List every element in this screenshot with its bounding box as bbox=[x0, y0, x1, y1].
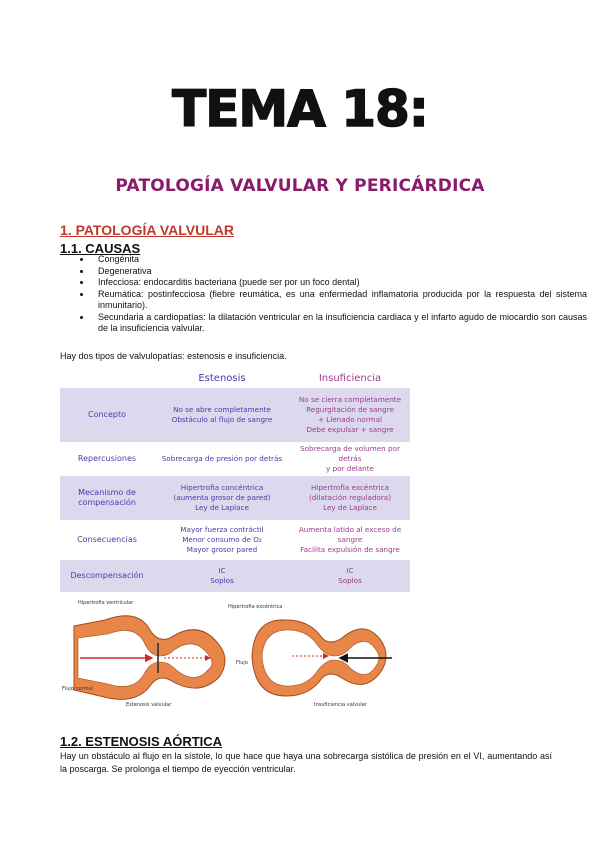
page-title: TEMA 18: bbox=[172, 80, 428, 138]
page-subtitle: PATOLOGÍA VALVULAR Y PERICÁRDICA bbox=[115, 176, 485, 196]
row-header: Mecanismo de compensación bbox=[60, 476, 154, 520]
cell-line: y por delante bbox=[326, 464, 374, 473]
cell-insuficiencia bbox=[290, 388, 410, 442]
cell-line: Hipertrofia concéntrica bbox=[180, 483, 264, 492]
valve-diagram bbox=[60, 598, 400, 710]
list-item: • Congénita bbox=[92, 254, 587, 266]
table-row bbox=[60, 442, 410, 476]
causes-list bbox=[60, 254, 587, 335]
table-corner bbox=[60, 368, 154, 388]
svg-text:Hipertrofia excéntrica: Hipertrofia excéntrica bbox=[228, 604, 283, 610]
cell-line: Ley de Laplace bbox=[323, 503, 377, 512]
table-row bbox=[60, 520, 410, 560]
cell-insuficiencia bbox=[290, 560, 410, 592]
cell-line: Sobrecarga de presión por detrás bbox=[161, 454, 283, 463]
insufficiency-diagram bbox=[228, 603, 392, 708]
section-heading-patologia-valvular: 1. PATOLOGÍA VALVULAR bbox=[60, 222, 234, 238]
cell-line: Regurgitación de sangre bbox=[306, 405, 394, 414]
cell-line: IC bbox=[218, 566, 226, 575]
subsection-heading-causas: 1.1. CAUSAS bbox=[60, 241, 141, 256]
cell-line: Aumenta latido al exceso de sangre bbox=[298, 525, 402, 544]
cell-estenosis bbox=[154, 520, 290, 560]
table-row bbox=[60, 388, 410, 442]
svg-text:Hipertrofia ventricular: Hipertrofia ventricular bbox=[78, 600, 134, 606]
list-item: • Degenerativa bbox=[92, 266, 587, 278]
cell-line: Hipertrofia excéntrica bbox=[310, 483, 390, 492]
svg-text:Flujo normal: Flujo normal bbox=[62, 686, 93, 692]
svg-text:Flujo: Flujo bbox=[236, 660, 248, 666]
intro-text: Hay dos tipos de valvulopatías: estenosis e insuficiencia. bbox=[60, 351, 287, 361]
column-header-estenosis: Estenosis bbox=[154, 368, 290, 388]
cell-insuficiencia bbox=[290, 520, 410, 560]
cell-line: Facilita expulsión de sangre bbox=[300, 545, 400, 554]
table-row bbox=[60, 476, 410, 520]
insufficiency-caption: Insuficiencia valvular bbox=[314, 702, 367, 708]
valvulopathy-comparison-table bbox=[60, 368, 410, 592]
cell-line: No se abre completamente bbox=[173, 405, 271, 414]
cell-line: Soplos bbox=[210, 576, 234, 585]
cell-insuficiencia bbox=[290, 476, 410, 520]
cell-line: IC bbox=[346, 566, 354, 575]
cell-line: (aumenta grosor de pared) bbox=[173, 493, 271, 502]
cell-line: + Llenado normal bbox=[317, 415, 383, 424]
row-header: Concepto bbox=[60, 388, 154, 442]
stenosis-diagram bbox=[62, 600, 225, 708]
cell-line: (dilatación reguladora) bbox=[308, 493, 392, 502]
cell-line: Ley de Laplace bbox=[195, 503, 249, 512]
list-item: • Secundaria a cardiopatías: la dilatación ventricular en la insuficiencia cardiaca y el infarto agudo de miocardio son causas de la insuficiencia valvular. bbox=[92, 312, 587, 335]
row-header: Repercusiones bbox=[60, 442, 154, 476]
cell-estenosis bbox=[154, 388, 290, 442]
column-header-insuficiencia: Insuficiencia bbox=[290, 368, 410, 388]
cell-line: Mayor grosor pared bbox=[186, 545, 258, 554]
cell-line: Obstáculo al flujo de sangre bbox=[171, 415, 273, 424]
cell-estenosis bbox=[154, 560, 290, 592]
cell-estenosis bbox=[154, 442, 290, 476]
table-row bbox=[60, 560, 410, 592]
cell-line: Menor consumo de O₂ bbox=[182, 535, 262, 544]
estenosis-aortica-paragraph: Hay un obstáculo al flujo en la sístole, lo que hace que haya una sobrecarga sistólica de presión en el VI, aumentando así la poscarga. Se prolonga el tiempo de eyección ventricular. bbox=[60, 751, 552, 774]
cell-line: No se cierra completamente bbox=[298, 395, 402, 404]
list-item: • Reumática: postinfecciosa (fiebre reumática, es una enfermedad inflamatoria producida por la respuesta del sistema inmunitario). bbox=[92, 289, 587, 312]
row-header: Descompensación bbox=[60, 560, 154, 592]
list-item: • Infecciosa: endocarditis bacteriana (puede ser por un foco dental) bbox=[92, 277, 587, 289]
row-header: Consecuencias bbox=[60, 520, 154, 560]
cell-line: Sobrecarga de volumen por detrás bbox=[300, 444, 400, 463]
cell-line: Soplos bbox=[338, 576, 362, 585]
cell-line: Mayor fuerza contráctil bbox=[180, 525, 264, 534]
cell-insuficiencia bbox=[290, 442, 410, 476]
stenosis-caption: Estenosis valvular bbox=[126, 702, 172, 708]
subsection-heading-estenosis-aortica: 1.2. ESTENOSIS AÓRTICA bbox=[60, 734, 223, 749]
cell-line: Debe expulsar + sangre bbox=[306, 425, 394, 434]
cell-estenosis bbox=[154, 476, 290, 520]
